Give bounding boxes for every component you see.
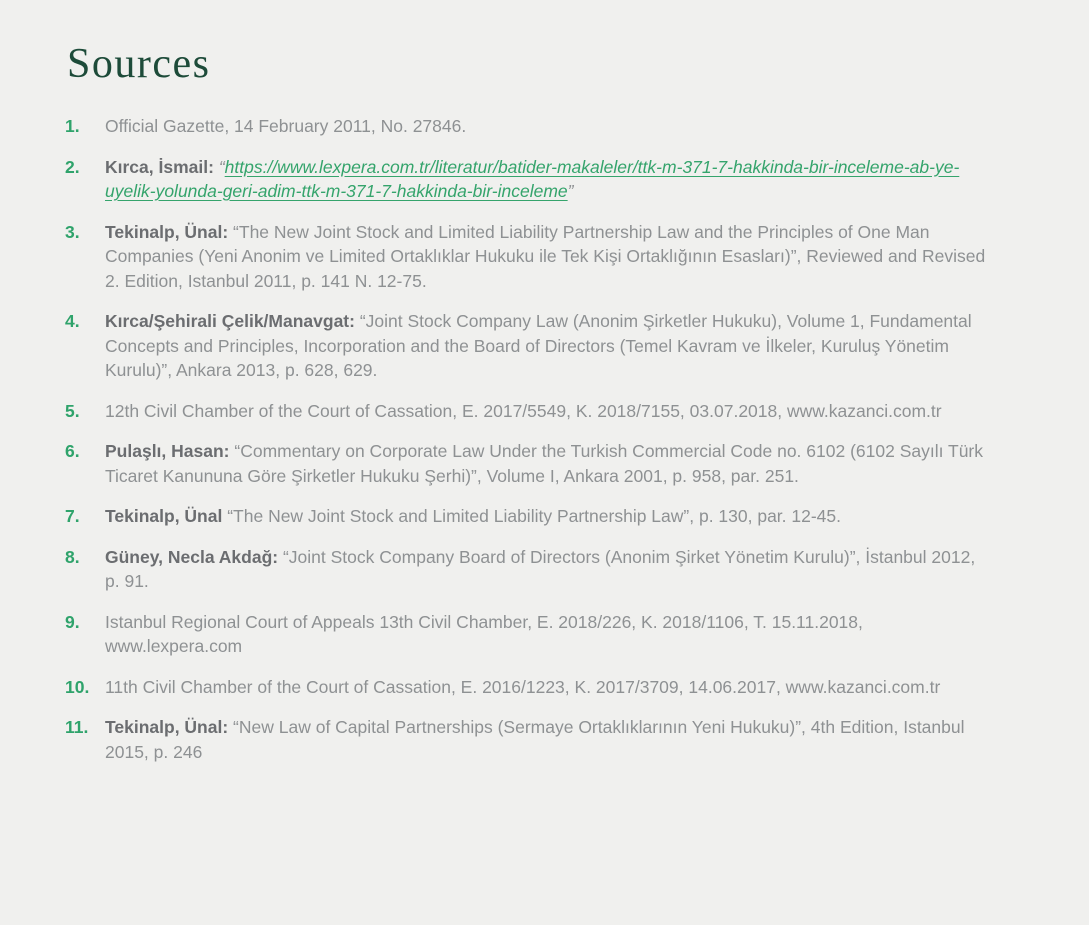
source-author: Pulaşlı, Hasan: — [105, 441, 230, 461]
source-author: Kırca, İsmail: — [105, 156, 214, 177]
source-item-2 — [65, 155, 989, 204]
source-text — [105, 715, 989, 764]
close-quote: ” — [567, 181, 574, 201]
source-number: 4. — [65, 311, 80, 331]
source-citation: “Commentary on Corporate Law Under the Turkish Commercial Code no. 6102 (6102 Sayılı Türk Ticaret Kanununa Göre Şirketler Hukuku Şerhi)”, Volume I, Ankara 2001, p. 958, par. 251. — [105, 441, 984, 486]
source-citation: 12th Civil Chamber of the Court of Cassation, E. 2017/5549, K. 2018/7155, 03.07.2018, www.kazanci.com.tr — [105, 400, 942, 421]
source-text — [105, 399, 989, 424]
source-number: 8. — [65, 546, 80, 567]
source-item-6 — [65, 439, 989, 488]
source-item-8 — [65, 545, 989, 594]
source-citation: “Joint Stock Company Law (Anonim Şirketler Hukuku), Volume 1, Fundamental Concepts and Principles, Incorporation and the Board of Directors (Temel Kavram ve İlkeler, Kuruluş Yönetim Kurulu)”, Ankara 2013, p. 628, 629. — [105, 311, 972, 380]
source-text — [105, 439, 989, 488]
source-author: Tekinalp, Ünal — [105, 506, 223, 526]
source-item-4 — [65, 309, 989, 383]
source-citation: Official Gazette, 14 February 2011, No. 27846. — [105, 116, 467, 136]
source-text — [105, 675, 989, 700]
source-number: 9. — [65, 611, 80, 632]
source-link[interactable]: https://www.lexpera.com.tr/literatur/batider-makaleler/ttk-m-371-7-hakkinda-bir-inceleme-ab-ye-uyelik-yolunda-geri-adim-ttk-m-371-7-hakkinda-bir-inceleme — [105, 156, 960, 201]
source-text — [105, 309, 989, 383]
source-number: 11. — [65, 717, 89, 737]
source-item-5 — [65, 399, 989, 424]
source-text — [105, 504, 989, 529]
source-text — [105, 220, 989, 294]
source-item-1 — [65, 114, 989, 139]
source-number: 10. — [65, 676, 90, 697]
source-number: 2. — [65, 156, 80, 177]
source-number: 7. — [65, 506, 80, 526]
source-citation: “The New Joint Stock and Limited Liability Partnership Law and the Principles of One Man Companies (Yeni Anonim ve Limited Ortaklıklar Hukuku ile Tek Kişi Ortaklığının Esasları)”, Reviewed and Revised 2. Edition, Istanbul 2011, p. 141 N. 12-75. — [105, 221, 986, 291]
source-text — [105, 114, 989, 139]
source-author: Tekinalp, Ünal: — [105, 221, 229, 242]
source-item-9 — [65, 610, 989, 659]
source-author: Tekinalp, Ünal: — [105, 717, 229, 737]
page-title: Sources — [67, 41, 211, 87]
source-author: Kırca/Şehirali Çelik/Manavgat: — [105, 311, 355, 331]
source-citation: Istanbul Regional Court of Appeals 13th Civil Chamber, E. 2018/226, K. 2018/1106, T. 15.11.2018, www.lexpera.com — [105, 611, 863, 656]
source-citation: 11th Civil Chamber of the Court of Cassation, E. 2016/1223, K. 2017/3709, 14.06.2017, www.kazanci.com.tr — [105, 676, 941, 697]
source-item-3 — [65, 220, 989, 294]
source-number: 5. — [65, 400, 80, 421]
sources-list — [65, 114, 989, 764]
source-citation: “New Law of Capital Partnerships (Sermaye Ortaklıklarının Yeni Hukuku)”, 4th Edition, Istanbul 2015, p. 246 — [105, 717, 965, 762]
source-item-11 — [65, 715, 989, 764]
source-number: 6. — [65, 441, 80, 461]
source-item-7 — [65, 504, 989, 529]
source-text — [105, 545, 989, 594]
source-item-10 — [65, 675, 989, 700]
source-text — [105, 610, 989, 659]
open-quote: “ — [213, 156, 225, 177]
source-citation: “The New Joint Stock and Limited Liability Partnership Law”, p. 130, par. 12-45. — [227, 506, 842, 526]
source-citation: “Joint Stock Company Board of Directors (Anonim Şirket Yönetim Kurulu)”, İstanbul 2012, p. 91. — [105, 546, 976, 591]
source-number: 3. — [65, 221, 80, 242]
source-author: Güney, Necla Akdağ: — [105, 546, 279, 567]
source-text — [105, 155, 989, 204]
source-number: 1. — [65, 116, 80, 136]
